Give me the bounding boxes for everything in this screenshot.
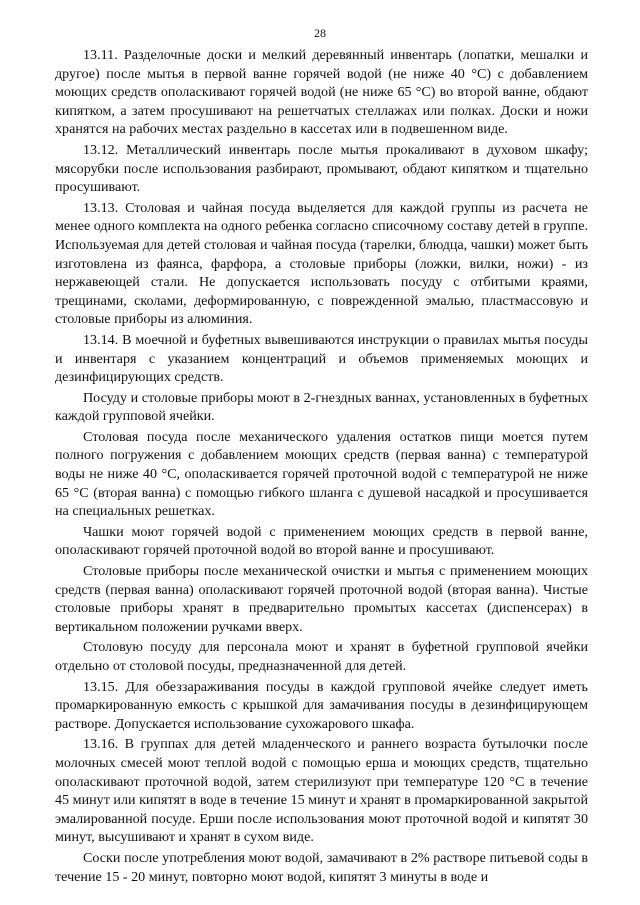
paragraph-13-12: 13.12. Металлический инвентарь после мытья прокаливают в духовом шкафу; мясорубки после использования разбирают, промывают, обдают кипятком и тщательно просушивают. [55, 141, 588, 196]
paragraph-nipples: Соски после употребления моют водой, замачивают в 2% растворе питьевой соды в течение 15 - 20 минут, повторно моют водой, кипятят 3 минуты в воде и [55, 849, 588, 885]
paragraph-cups: Чашки моют горячей водой с применением моющих средств в первой ванне, ополаскивают горячей проточной водой во второй ванне и просушивают. [55, 523, 588, 559]
paragraph-13-15: 13.15. Для обеззараживания посуды в каждой групповой ячейке следует иметь промаркированную емкость с крышкой для замачивания посуды в дезинфицирующем растворе. Допускается использование сухожарового шкафа. [55, 678, 588, 732]
paragraph-dish-washing: Посуду и столовые приборы моют в 2-гнездных ваннах, установленных в буфетных каждой групповой ячейки. [55, 389, 588, 425]
paragraph-tableware: Столовая посуда после механического удаления остатков пищи моется путем полного погружения с добавлением моющих средств (первая ванна) с температурой воды не ниже 40 °С, ополаскивается горячей проточной водой с температурой не ниже 65 °С (вторая ванна) с помощью гибкого шланга с душевой насадкой и просушивается на специальных решетках. [55, 428, 588, 520]
paragraph-13-16: 13.16. В группах для детей младенческого и раннего возраста бутылочки после молочных смесей моют теплой водой с помощью ерша и моющих средств, тщательно ополаскивают проточной водой, затем стерилизуют при температуре 120 °С в течение 45 минут или кипятят в воде в течение 15 минут и хранят в промаркированной закрытой эмалированной посуде. Ерши после использования моют проточной водой и кипятят 30 минут, высушивают и хранят в сухом виде. [55, 736, 588, 846]
paragraph-13-11: 13.11. Разделочные доски и мелкий деревянный инвентарь (лопатки, мешалки и другое) после мытья в первой ванне горячей водой (не ниже 40 °С) с добавлением моющих средств ополаскивают горячей водой (не ниже 65 °С) во второй ванне, обдают кипятком, а затем просушивают на решетчатых стеллажах или полках. Доски и ножи хранятся на рабочих местах раздельно в кассетах или в подвешенном виде. [55, 47, 588, 138]
paragraph-staff-dishes: Столовую посуду для персонала моют и хранят в буфетной групповой ячейки отдельно от столовой посуды, предназначенной для детей. [55, 639, 588, 674]
page-number: 28 [314, 26, 326, 40]
paragraph-13-13: 13.13. Столовая и чайная посуда выделяется для каждой группы из расчета не менее одного комплекта на одного ребенка согласно списочному составу детей в группе. Используемая для детей столовая и чайная посуда (тарелки, блюдца, чашки) может быть изготовлена из фаянса, фарфора, а столовые приборы (ложки, вилки, ножи) - из нержавеющей стали. Не допускается использовать посуду с отбитыми краями, трещинами, сколами, деформированную, с поврежденной эмалью, пластмассовую и столовые приборы из алюминия. [55, 199, 588, 328]
document-body [55, 46, 588, 888]
paragraph-cutlery: Столовые приборы после механической очистки и мытья с применением моющих средств (первая ванна) ополаскивают горячей проточной водой (вторая ванна). Чистые столовые приборы хранят в предварительно промытых кассетах (диспенсерах) в вертикальном положении ручками вверх. [55, 563, 588, 635]
paragraph-13-14: 13.14. В моечной и буфетных вывешиваются инструкции о правилах мытья посуды и инвентаря с указанием концентраций и объемов применяемых моющих и дезинфицирующих средств. [55, 331, 588, 386]
